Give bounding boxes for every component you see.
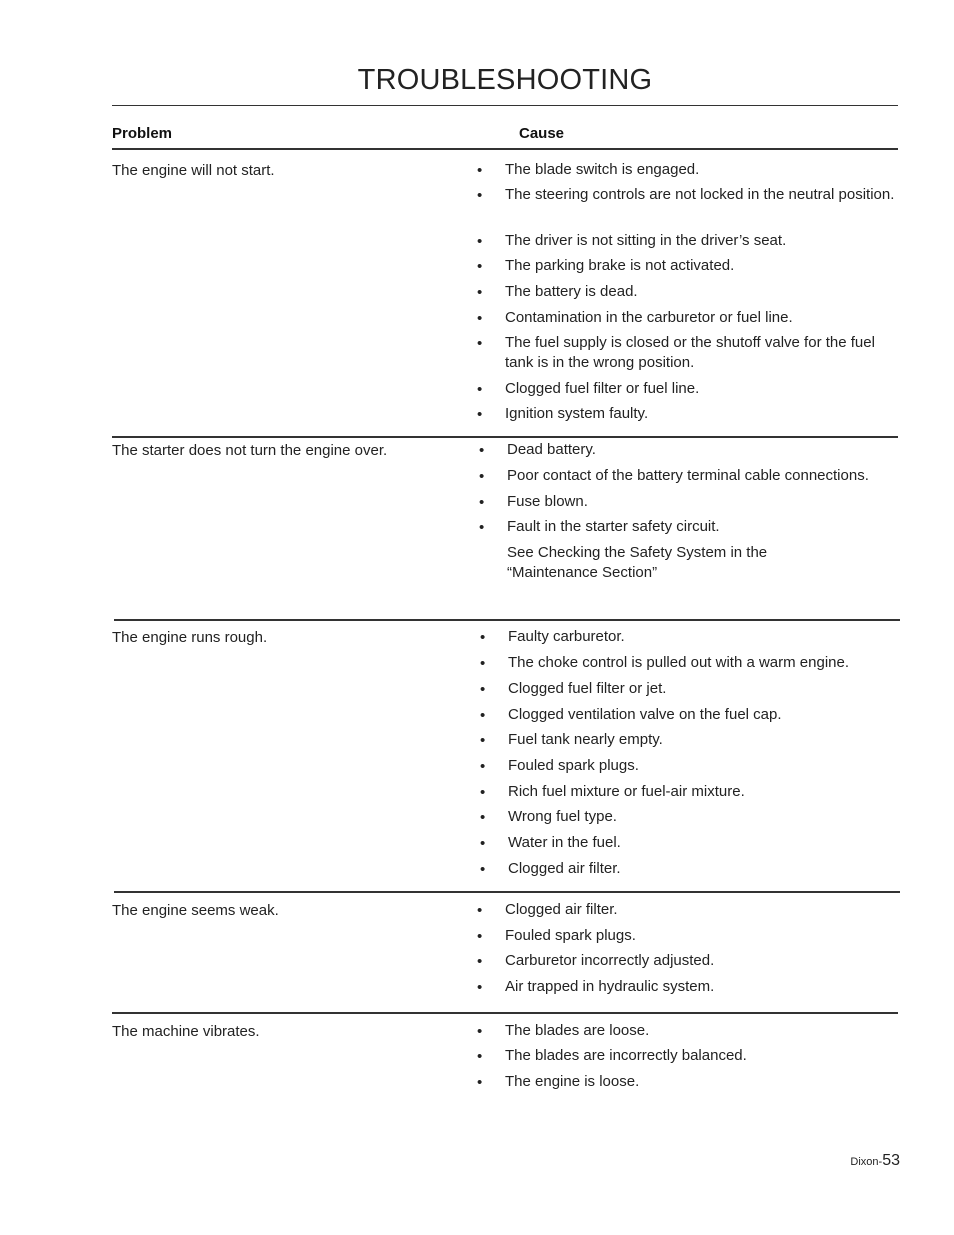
bullet-icon: • — [477, 381, 483, 398]
cause-item: Dead battery. — [507, 441, 596, 458]
problem-text: The engine will not start. — [112, 162, 275, 179]
row-divider — [112, 1012, 898, 1014]
bullet-icon: • — [480, 732, 486, 749]
cause-item: Contamination in the carburetor or fuel line. — [505, 309, 793, 326]
page-footer — [850, 1152, 900, 1170]
bullet-icon: • — [477, 902, 483, 919]
cause-item: The driver is not sitting in the driver’s seat. — [505, 232, 787, 249]
bullet-icon: • — [480, 629, 486, 646]
title-rule — [112, 105, 898, 106]
cause-item: Fouled spark plugs. — [508, 757, 639, 774]
bullet-icon: • — [477, 928, 483, 945]
page-title: TROUBLESHOOTING — [357, 64, 653, 96]
bullet-icon: • — [477, 1023, 483, 1040]
bullet-icon: • — [480, 681, 486, 698]
cause-item: The fuel supply is closed or the shutoff valve for the fuel tank is in the wrong position. — [505, 334, 875, 371]
cause-item: Clogged air filter. — [508, 860, 621, 877]
bullet-icon: • — [480, 758, 486, 775]
cause-item: Carburetor incorrectly adjusted. — [505, 952, 715, 969]
bullet-icon: • — [477, 162, 483, 179]
cause-item: Rich fuel mixture or fuel-air mixture. — [508, 783, 745, 800]
problem-column-header: Problem — [112, 125, 173, 142]
bullet-icon: • — [480, 809, 486, 826]
header-rule — [112, 148, 898, 150]
bullet-icon: • — [477, 1048, 483, 1065]
bullet-icon: • — [477, 233, 483, 250]
bullet-icon: • — [480, 655, 486, 672]
cause-item: Fuse blown. — [507, 493, 588, 510]
bullet-icon: • — [480, 861, 486, 878]
cause-item: Fouled spark plugs. — [505, 927, 636, 944]
cause-item: The blades are incorrectly balanced. — [505, 1047, 747, 1064]
bullet-icon: • — [477, 1074, 483, 1091]
cause-item: The battery is dead. — [505, 283, 638, 300]
bullet-icon: • — [477, 258, 483, 275]
bullet-icon: • — [480, 707, 486, 724]
row-divider — [114, 619, 900, 621]
cause-column-header: Cause — [519, 125, 565, 142]
cause-item: The engine is loose. — [505, 1073, 640, 1090]
cause-item: Clogged ventilation valve on the fuel cap. — [508, 706, 782, 723]
bullet-icon: • — [477, 406, 483, 423]
bullet-icon: • — [479, 442, 485, 459]
bullet-icon: • — [477, 284, 483, 301]
problem-text: The starter does not turn the engine over. — [112, 442, 388, 459]
cause-item: Wrong fuel type. — [508, 808, 617, 825]
problem-text: The machine vibrates. — [112, 1023, 260, 1040]
bullet-icon: • — [477, 953, 483, 970]
cause-item: Fuel tank nearly empty. — [508, 731, 663, 748]
bullet-icon: • — [477, 187, 483, 204]
cause-item: Water in the fuel. — [508, 834, 621, 851]
problem-text: The engine runs rough. — [112, 629, 268, 646]
cause-item: Air trapped in hydraulic system. — [505, 978, 715, 995]
cause-item: The blade switch is engaged. — [505, 161, 700, 178]
cause-item: Fault in the starter safety circuit. — [507, 518, 720, 535]
bullet-icon: • — [480, 784, 486, 801]
cause-item: Faulty carburetor. — [508, 628, 625, 645]
bullet-icon: • — [477, 310, 483, 327]
cause-item: The blades are loose. — [505, 1022, 650, 1039]
cause-item: The choke control is pulled out with a warm engine. — [508, 654, 850, 671]
cause-item: Clogged fuel filter or jet. — [508, 680, 667, 697]
bullet-icon: • — [479, 519, 485, 536]
bullet-icon: • — [477, 979, 483, 996]
cause-item: Clogged air filter. — [505, 901, 618, 918]
footer-brand: Dixon- — [850, 1156, 883, 1168]
page-number: 53 — [882, 1152, 900, 1169]
cause-note: See Checking the Safety System in the “Maintenance Section” — [507, 544, 768, 581]
cause-item: The steering controls are not locked in the neutral position. — [505, 186, 895, 203]
bullet-icon: • — [479, 468, 485, 485]
row-divider — [112, 436, 898, 438]
cause-item: Clogged fuel filter or fuel line. — [505, 380, 700, 397]
bullet-icon: • — [479, 494, 485, 511]
cause-item: The parking brake is not activated. — [505, 257, 735, 274]
cause-item: Ignition system faulty. — [505, 405, 649, 422]
cause-item: Poor contact of the battery terminal cable connections. — [507, 467, 869, 484]
problem-text: The engine seems weak. — [112, 902, 279, 919]
row-divider — [114, 891, 900, 893]
bullet-icon: • — [480, 835, 486, 852]
bullet-icon: • — [477, 335, 483, 352]
